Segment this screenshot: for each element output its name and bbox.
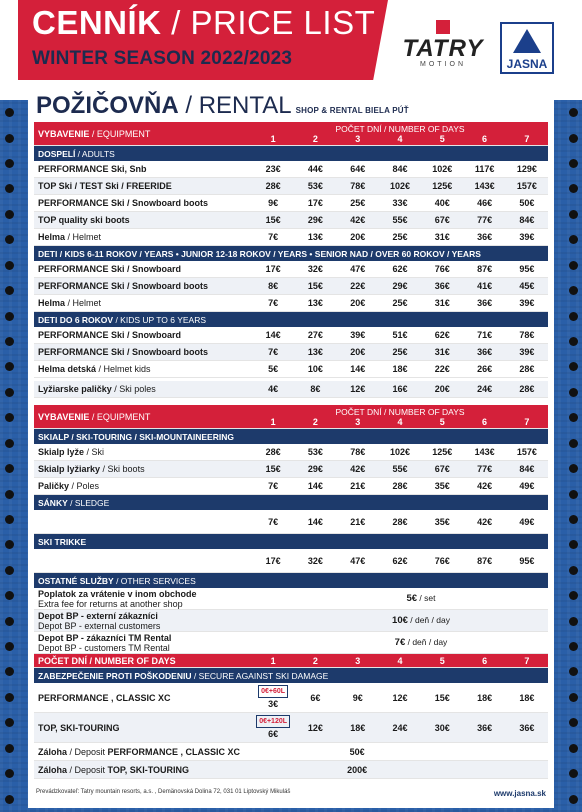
border-dot bbox=[569, 515, 578, 524]
price-cell: 76€ bbox=[434, 555, 450, 566]
price-cell: 28€ bbox=[519, 364, 535, 374]
price-cell: 14€ bbox=[350, 364, 366, 374]
price-cell: 4€ bbox=[268, 384, 279, 394]
price-cell: 25€ bbox=[392, 232, 408, 242]
price-cell: 84€ bbox=[519, 215, 535, 225]
border-dot bbox=[569, 439, 578, 448]
border-dot bbox=[569, 617, 578, 626]
price-cell: 20€ bbox=[434, 384, 450, 394]
section-insurance: ZABEZPEČENIE PROTI POŠKODENIU / SECURE AGAINST SKI DAMAGE bbox=[34, 668, 548, 683]
table-row bbox=[34, 361, 548, 378]
item-label: Helma detská / Helmet kids bbox=[38, 364, 151, 374]
price-cell: 33€ bbox=[392, 198, 408, 208]
day-column-4: 4 bbox=[397, 416, 403, 427]
price-cell: 35€ bbox=[434, 481, 450, 491]
day-column-7: 7 bbox=[524, 133, 530, 144]
border-dot bbox=[569, 642, 578, 651]
table-row bbox=[34, 229, 548, 246]
price-cell: 9€ bbox=[268, 198, 279, 208]
price-cell: 47€ bbox=[350, 264, 366, 274]
price-cell: 67€ bbox=[434, 215, 450, 225]
price-cell: 49€ bbox=[519, 516, 535, 527]
border-dot bbox=[569, 159, 578, 168]
price-cell: 8€ bbox=[268, 281, 279, 291]
price-cell: 84€ bbox=[519, 464, 535, 474]
price-cell: 143€ bbox=[474, 181, 495, 191]
price-cell: 14€ bbox=[307, 516, 323, 527]
price-cell: 16€ bbox=[392, 384, 408, 394]
price-cell: 39€ bbox=[519, 347, 535, 357]
border-dot bbox=[5, 108, 14, 117]
price-cell: 10€ bbox=[307, 364, 323, 374]
price-cell: 15€ bbox=[265, 464, 281, 474]
day-column-6: 6 bbox=[482, 416, 488, 427]
border-dot bbox=[569, 744, 578, 753]
price-cell: 7€ bbox=[268, 232, 279, 242]
section-other-services: OSTATNÉ SLUŽBY / OTHER SERVICES bbox=[34, 573, 548, 588]
table-row bbox=[34, 549, 548, 573]
item-label: TOP quality ski boots bbox=[38, 215, 130, 225]
border-dot bbox=[569, 286, 578, 295]
border-dot bbox=[5, 286, 14, 295]
price-badge: 0€+120L bbox=[256, 715, 290, 728]
price-cell: 5€ bbox=[268, 364, 279, 374]
price-cell: 143€ bbox=[474, 447, 495, 457]
section-adults: DOSPELÍ / ADULTS bbox=[34, 146, 548, 161]
service-price: 7€ / deň / day bbox=[394, 637, 448, 648]
price-cell: 78€ bbox=[350, 447, 366, 457]
border-dot bbox=[569, 464, 578, 473]
days-header: POČET DNÍ / NUMBER OF DAYS bbox=[335, 406, 465, 417]
right-border-dots bbox=[564, 100, 582, 812]
days-header: POČET DNÍ / NUMBER OF DAYS bbox=[335, 123, 465, 134]
price-cell: 77€ bbox=[477, 464, 493, 474]
price-cell: 7€ bbox=[268, 298, 279, 308]
service-label: Poplatok za vrátenie v inom obchode Extra fee for returns at another shop bbox=[38, 588, 197, 609]
item-label: PERFORMANCE Ski / Snowboard boots bbox=[38, 281, 209, 291]
table-row bbox=[34, 461, 548, 478]
price-cell: 49€ bbox=[519, 481, 535, 491]
day-column-6: 6 bbox=[482, 133, 488, 144]
price-cell: 15€ bbox=[265, 215, 281, 225]
service-price: 10€ / deň / day bbox=[392, 615, 450, 626]
price-cell: 20€ bbox=[350, 232, 366, 242]
border-dot bbox=[569, 362, 578, 371]
border-dot bbox=[5, 642, 14, 651]
border-dot bbox=[5, 312, 14, 321]
day-column-2: 2 bbox=[312, 416, 318, 427]
border-dot bbox=[569, 235, 578, 244]
border-dot bbox=[5, 490, 14, 499]
price-cell: 102€ bbox=[389, 447, 411, 457]
border-dot bbox=[569, 388, 578, 397]
price-cell: 125€ bbox=[432, 181, 453, 191]
price-cell: 14€ bbox=[265, 330, 281, 340]
price-cell: 17€ bbox=[265, 264, 281, 274]
table-row bbox=[34, 161, 548, 178]
item-label: PERFORMANCE Ski / Snowboard boots bbox=[38, 198, 209, 208]
deposit-label: Záloha / Deposit PERFORMANCE , CLASSIC XC bbox=[38, 746, 241, 757]
price-cell: 53€ bbox=[307, 447, 323, 457]
border-dot bbox=[5, 566, 14, 575]
border-dot bbox=[569, 591, 578, 600]
border-dot bbox=[5, 134, 14, 143]
price-badge: 0€+60L bbox=[258, 685, 288, 698]
price-cell: 42€ bbox=[350, 215, 366, 225]
price-cell: 95€ bbox=[519, 264, 535, 274]
price-cell: 87€ bbox=[477, 555, 493, 566]
border-dot bbox=[5, 693, 14, 702]
insurance-row bbox=[34, 713, 548, 743]
day-column-5: 5 bbox=[439, 133, 445, 144]
price-cell: 18€ bbox=[477, 692, 493, 703]
border-dot bbox=[5, 540, 14, 549]
deposit-price: 200€ bbox=[347, 764, 368, 775]
border-dot bbox=[569, 312, 578, 321]
table-row bbox=[34, 510, 548, 534]
price-cell: 36€ bbox=[519, 722, 535, 733]
price-cell: 36€ bbox=[477, 347, 493, 357]
price-cell: 29€ bbox=[307, 464, 323, 474]
border-dot bbox=[569, 718, 578, 727]
price-cell: 39€ bbox=[350, 330, 366, 340]
price-cell: 41€ bbox=[477, 281, 493, 291]
price-cell: 25€ bbox=[392, 298, 408, 308]
price-card bbox=[28, 86, 554, 808]
table-row bbox=[34, 444, 548, 461]
price-cell: 30€ bbox=[434, 722, 450, 733]
price-cell: 36€ bbox=[477, 722, 493, 733]
section-kids: DETI / KIDS 6-11 ROKOV / YEARS • JUNIOR 12-18 ROKOV / YEARS • SENIOR NAD / OVER 60 ROKOV / YEARS bbox=[34, 246, 548, 261]
item-label: PERFORMANCE Ski / Snowboard boots bbox=[38, 347, 209, 357]
price-cell: 42€ bbox=[477, 516, 493, 527]
border-dot bbox=[5, 362, 14, 371]
insurance-label: PERFORMANCE , CLASSIC XC bbox=[38, 692, 171, 703]
price-cell: 12€ bbox=[350, 384, 366, 394]
item-label: Paličky / Poles bbox=[38, 481, 100, 491]
price-cell: 55€ bbox=[392, 464, 408, 474]
price-cell: 31€ bbox=[434, 347, 450, 357]
border-dot bbox=[569, 184, 578, 193]
price-cell: 67€ bbox=[434, 464, 450, 474]
price-cell: 13€ bbox=[307, 232, 323, 242]
service-row bbox=[34, 632, 548, 654]
price-cell: 36€ bbox=[477, 232, 493, 242]
price-cell: 44€ bbox=[307, 164, 323, 174]
price-cell: 28€ bbox=[392, 516, 408, 527]
rental-title: POŽIČOVŇA / RENTAL SHOP & RENTAL BIELA PÚŤ bbox=[36, 92, 409, 119]
item-label: Helma / Helmet bbox=[38, 232, 102, 242]
day-column-4: 4 bbox=[397, 133, 403, 144]
price-cell: 157€ bbox=[516, 181, 537, 191]
table-row bbox=[34, 381, 548, 398]
border-dot bbox=[5, 159, 14, 168]
border-dot bbox=[5, 388, 14, 397]
service-label: Depot BP - externí zákazníci Depot BP - external customers bbox=[38, 610, 161, 631]
price-cell: 31€ bbox=[434, 232, 450, 242]
price-cell: 12€ bbox=[307, 722, 323, 733]
price-cell: 28€ bbox=[519, 384, 535, 394]
header-band bbox=[0, 0, 582, 100]
price-cell: 39€ bbox=[519, 298, 535, 308]
price-cell: 29€ bbox=[392, 281, 408, 291]
insurance-days-header: POČET DNÍ / NUMBER OF DAYS 1 2 3 4 5 6 7 bbox=[34, 654, 548, 668]
deposit-row bbox=[34, 761, 548, 779]
day-column-1: 1 bbox=[270, 133, 276, 144]
border-dot bbox=[569, 693, 578, 702]
price-cell: 24€ bbox=[477, 384, 493, 394]
left-border-dots bbox=[0, 100, 18, 812]
item-label: Lyžiarske paličky / Ski poles bbox=[38, 384, 156, 394]
border-dot bbox=[569, 769, 578, 778]
border-dot bbox=[5, 261, 14, 270]
price-cell: 78€ bbox=[519, 330, 535, 340]
price-cell: 27€ bbox=[307, 330, 323, 340]
border-dot bbox=[5, 439, 14, 448]
border-dot bbox=[5, 515, 14, 524]
price-cell: 76€ bbox=[434, 264, 450, 274]
border-dot bbox=[5, 464, 14, 473]
price-cell: 7€ bbox=[268, 516, 279, 527]
price-cell: 62€ bbox=[392, 264, 408, 274]
table-row bbox=[34, 295, 548, 312]
price-cell: 17€ bbox=[265, 555, 281, 566]
price-cell: 36€ bbox=[434, 281, 450, 291]
service-price: 5€ / set bbox=[406, 593, 436, 604]
price-cell: 13€ bbox=[307, 347, 323, 357]
price-cell: 14€ bbox=[307, 481, 323, 491]
day-column-3: 3 bbox=[355, 416, 361, 427]
item-label: Skialp lyžiarky / Ski boots bbox=[38, 464, 145, 474]
season-title: WINTER SEASON 2022/2023 bbox=[32, 48, 293, 69]
table-row bbox=[34, 212, 548, 229]
price-cell: 29€ bbox=[307, 215, 323, 225]
price-cell: 28€ bbox=[392, 481, 408, 491]
service-row bbox=[34, 588, 548, 610]
service-row bbox=[34, 610, 548, 632]
website-link[interactable]: www.jasna.sk bbox=[493, 789, 546, 798]
rental-subtitle: SHOP & RENTAL BIELA PÚŤ bbox=[295, 106, 409, 115]
price-cell: 12€ bbox=[392, 692, 408, 703]
equipment-header: VYBAVENIE / EQUIPMENT bbox=[38, 128, 151, 139]
price-cell: 20€ bbox=[350, 347, 366, 357]
border-dot bbox=[5, 591, 14, 600]
price-cell: 35€ bbox=[434, 516, 450, 527]
price-cell: 39€ bbox=[519, 232, 535, 242]
insurance-row bbox=[34, 683, 548, 713]
item-label: PERFORMANCE Ski / Snowboard bbox=[38, 330, 182, 340]
price-table bbox=[34, 122, 548, 779]
table-row bbox=[34, 278, 548, 295]
insurance-label: TOP, SKI-TOURING bbox=[38, 722, 120, 733]
border-dot bbox=[5, 337, 14, 346]
border-dot bbox=[5, 744, 14, 753]
price-cell: 46€ bbox=[477, 198, 493, 208]
table-header bbox=[34, 122, 548, 146]
tatry-motion-logo: TATRY MOTION bbox=[398, 20, 488, 80]
border-dot bbox=[5, 795, 14, 804]
price-cell: 84€ bbox=[392, 164, 408, 174]
price-cell: 22€ bbox=[434, 364, 450, 374]
service-label: Depot BP - zákazníci TM Rental Depot BP - customers TM Rental bbox=[38, 632, 172, 653]
border-dot bbox=[569, 337, 578, 346]
border-dot bbox=[569, 667, 578, 676]
section-sledge: SÁNKY / SLEDGE bbox=[34, 495, 548, 510]
item-label: Skialp lyže / Ski bbox=[38, 447, 105, 457]
price-cell: 25€ bbox=[392, 347, 408, 357]
price-cell: 32€ bbox=[307, 264, 323, 274]
section-skialp: SKIALP / SKI-TOURING / SKI-MOUNTAINEERING bbox=[34, 429, 548, 444]
mountain-icon bbox=[502, 27, 552, 57]
equipment-header: VYBAVENIE / EQUIPMENT bbox=[38, 411, 151, 422]
price-cell: 157€ bbox=[516, 447, 537, 457]
price-cell: 77€ bbox=[477, 215, 493, 225]
deposit-label: Záloha / Deposit TOP, SKI-TOURING bbox=[38, 764, 190, 775]
price-cell: 62€ bbox=[392, 555, 408, 566]
price-cell: 40€ bbox=[434, 198, 450, 208]
border-dot bbox=[569, 108, 578, 117]
price-cell: 51€ bbox=[392, 330, 408, 340]
border-dot bbox=[569, 566, 578, 575]
footer bbox=[36, 789, 546, 798]
price-cell: 42€ bbox=[350, 464, 366, 474]
border-dot bbox=[5, 617, 14, 626]
price-cell: 78€ bbox=[350, 181, 366, 191]
day-column-1: 1 bbox=[270, 416, 276, 427]
price-cell: 15€ bbox=[307, 281, 323, 291]
price-cell: 125€ bbox=[432, 447, 453, 457]
item-label: PERFORMANCE Ski, Snb bbox=[38, 164, 147, 174]
section-ski-trikke: SKI TRIKKE bbox=[34, 534, 548, 549]
border-dot bbox=[5, 184, 14, 193]
border-dot bbox=[569, 134, 578, 143]
price-cell: 9€ bbox=[352, 692, 363, 703]
border-dot bbox=[569, 490, 578, 499]
price-cell: 8€ bbox=[310, 384, 321, 394]
price-cell: 117€ bbox=[474, 164, 495, 174]
table-row bbox=[34, 261, 548, 278]
price-cell: 129€ bbox=[516, 164, 537, 174]
border-dot bbox=[569, 795, 578, 804]
price-cell: 23€ bbox=[265, 164, 281, 174]
item-label: Helma / Helmet bbox=[38, 298, 102, 308]
item-label: TOP Ski / TEST Ski / FREERIDE bbox=[38, 181, 172, 191]
table-header bbox=[34, 405, 548, 429]
border-dot bbox=[569, 210, 578, 219]
table-row bbox=[34, 478, 548, 495]
border-dot bbox=[5, 667, 14, 676]
price-cell: 18€ bbox=[392, 364, 408, 374]
section-small-kids: DETI DO 6 ROKOV / KIDS UP TO 6 YEARS bbox=[34, 312, 548, 327]
table-row bbox=[34, 195, 548, 212]
price-cell: 95€ bbox=[519, 555, 535, 566]
price-cell: 18€ bbox=[519, 692, 535, 703]
border-dot bbox=[5, 210, 14, 219]
deposit-price: 50€ bbox=[349, 746, 365, 757]
insurance-first-day: 0€+120L 6€ bbox=[252, 715, 294, 740]
price-cell: 36€ bbox=[477, 298, 493, 308]
price-cell: 53€ bbox=[307, 181, 323, 191]
border-dot bbox=[569, 540, 578, 549]
price-cell: 102€ bbox=[432, 164, 453, 174]
price-cell: 62€ bbox=[434, 330, 450, 340]
price-list-title: CENNÍK / PRICE LIST bbox=[32, 4, 376, 41]
border-dot bbox=[5, 235, 14, 244]
price-cell: 21€ bbox=[350, 516, 366, 527]
price-cell: 7€ bbox=[268, 481, 279, 491]
price-cell: 42€ bbox=[477, 481, 493, 491]
price-cell: 17€ bbox=[307, 198, 323, 208]
price-cell: 55€ bbox=[392, 215, 408, 225]
price-cell: 45€ bbox=[519, 281, 535, 291]
price-cell: 28€ bbox=[265, 447, 281, 457]
price-cell: 20€ bbox=[350, 298, 366, 308]
price-cell: 31€ bbox=[434, 298, 450, 308]
price-cell: 71€ bbox=[477, 330, 493, 340]
price-cell: 7€ bbox=[268, 347, 279, 357]
price-cell: 6€ bbox=[310, 692, 321, 703]
border-dot bbox=[569, 261, 578, 270]
price-cell: 32€ bbox=[307, 555, 323, 566]
table-row bbox=[34, 344, 548, 361]
company-info: Prevádzkovateľ: Tatry mountain resorts, a.s. , Demänovská Dolina 72, 031 01 Liptovský Mikuláš bbox=[36, 789, 291, 795]
price-cell: 18€ bbox=[350, 722, 366, 733]
price-cell: 13€ bbox=[307, 298, 323, 308]
price-cell: 50€ bbox=[519, 198, 535, 208]
item-label: PERFORMANCE Ski / Snowboard bbox=[38, 264, 182, 274]
border-dot bbox=[5, 413, 14, 422]
price-cell: 47€ bbox=[350, 555, 366, 566]
price-cell: 26€ bbox=[477, 364, 493, 374]
price-cell: 15€ bbox=[434, 692, 450, 703]
price-cell: 102€ bbox=[389, 181, 411, 191]
day-column-5: 5 bbox=[439, 416, 445, 427]
price-cell: 25€ bbox=[350, 198, 366, 208]
table-row bbox=[34, 327, 548, 344]
price-cell: 24€ bbox=[392, 722, 408, 733]
insurance-first-day: 0€+60L 3€ bbox=[252, 685, 294, 710]
table-row bbox=[34, 178, 548, 195]
price-cell: 64€ bbox=[350, 164, 366, 174]
price-cell: 21€ bbox=[350, 481, 366, 491]
price-cell: 22€ bbox=[350, 281, 366, 291]
day-column-7: 7 bbox=[524, 416, 530, 427]
jasna-logo: JASNA bbox=[500, 22, 554, 74]
tatry-logo-mark-icon bbox=[436, 20, 450, 34]
border-dot bbox=[569, 413, 578, 422]
day-column-3: 3 bbox=[355, 133, 361, 144]
border-dot bbox=[5, 718, 14, 727]
price-cell: 87€ bbox=[477, 264, 493, 274]
border-dot bbox=[5, 769, 14, 778]
day-column-2: 2 bbox=[312, 133, 318, 144]
price-cell: 28€ bbox=[265, 181, 281, 191]
deposit-row bbox=[34, 743, 548, 761]
